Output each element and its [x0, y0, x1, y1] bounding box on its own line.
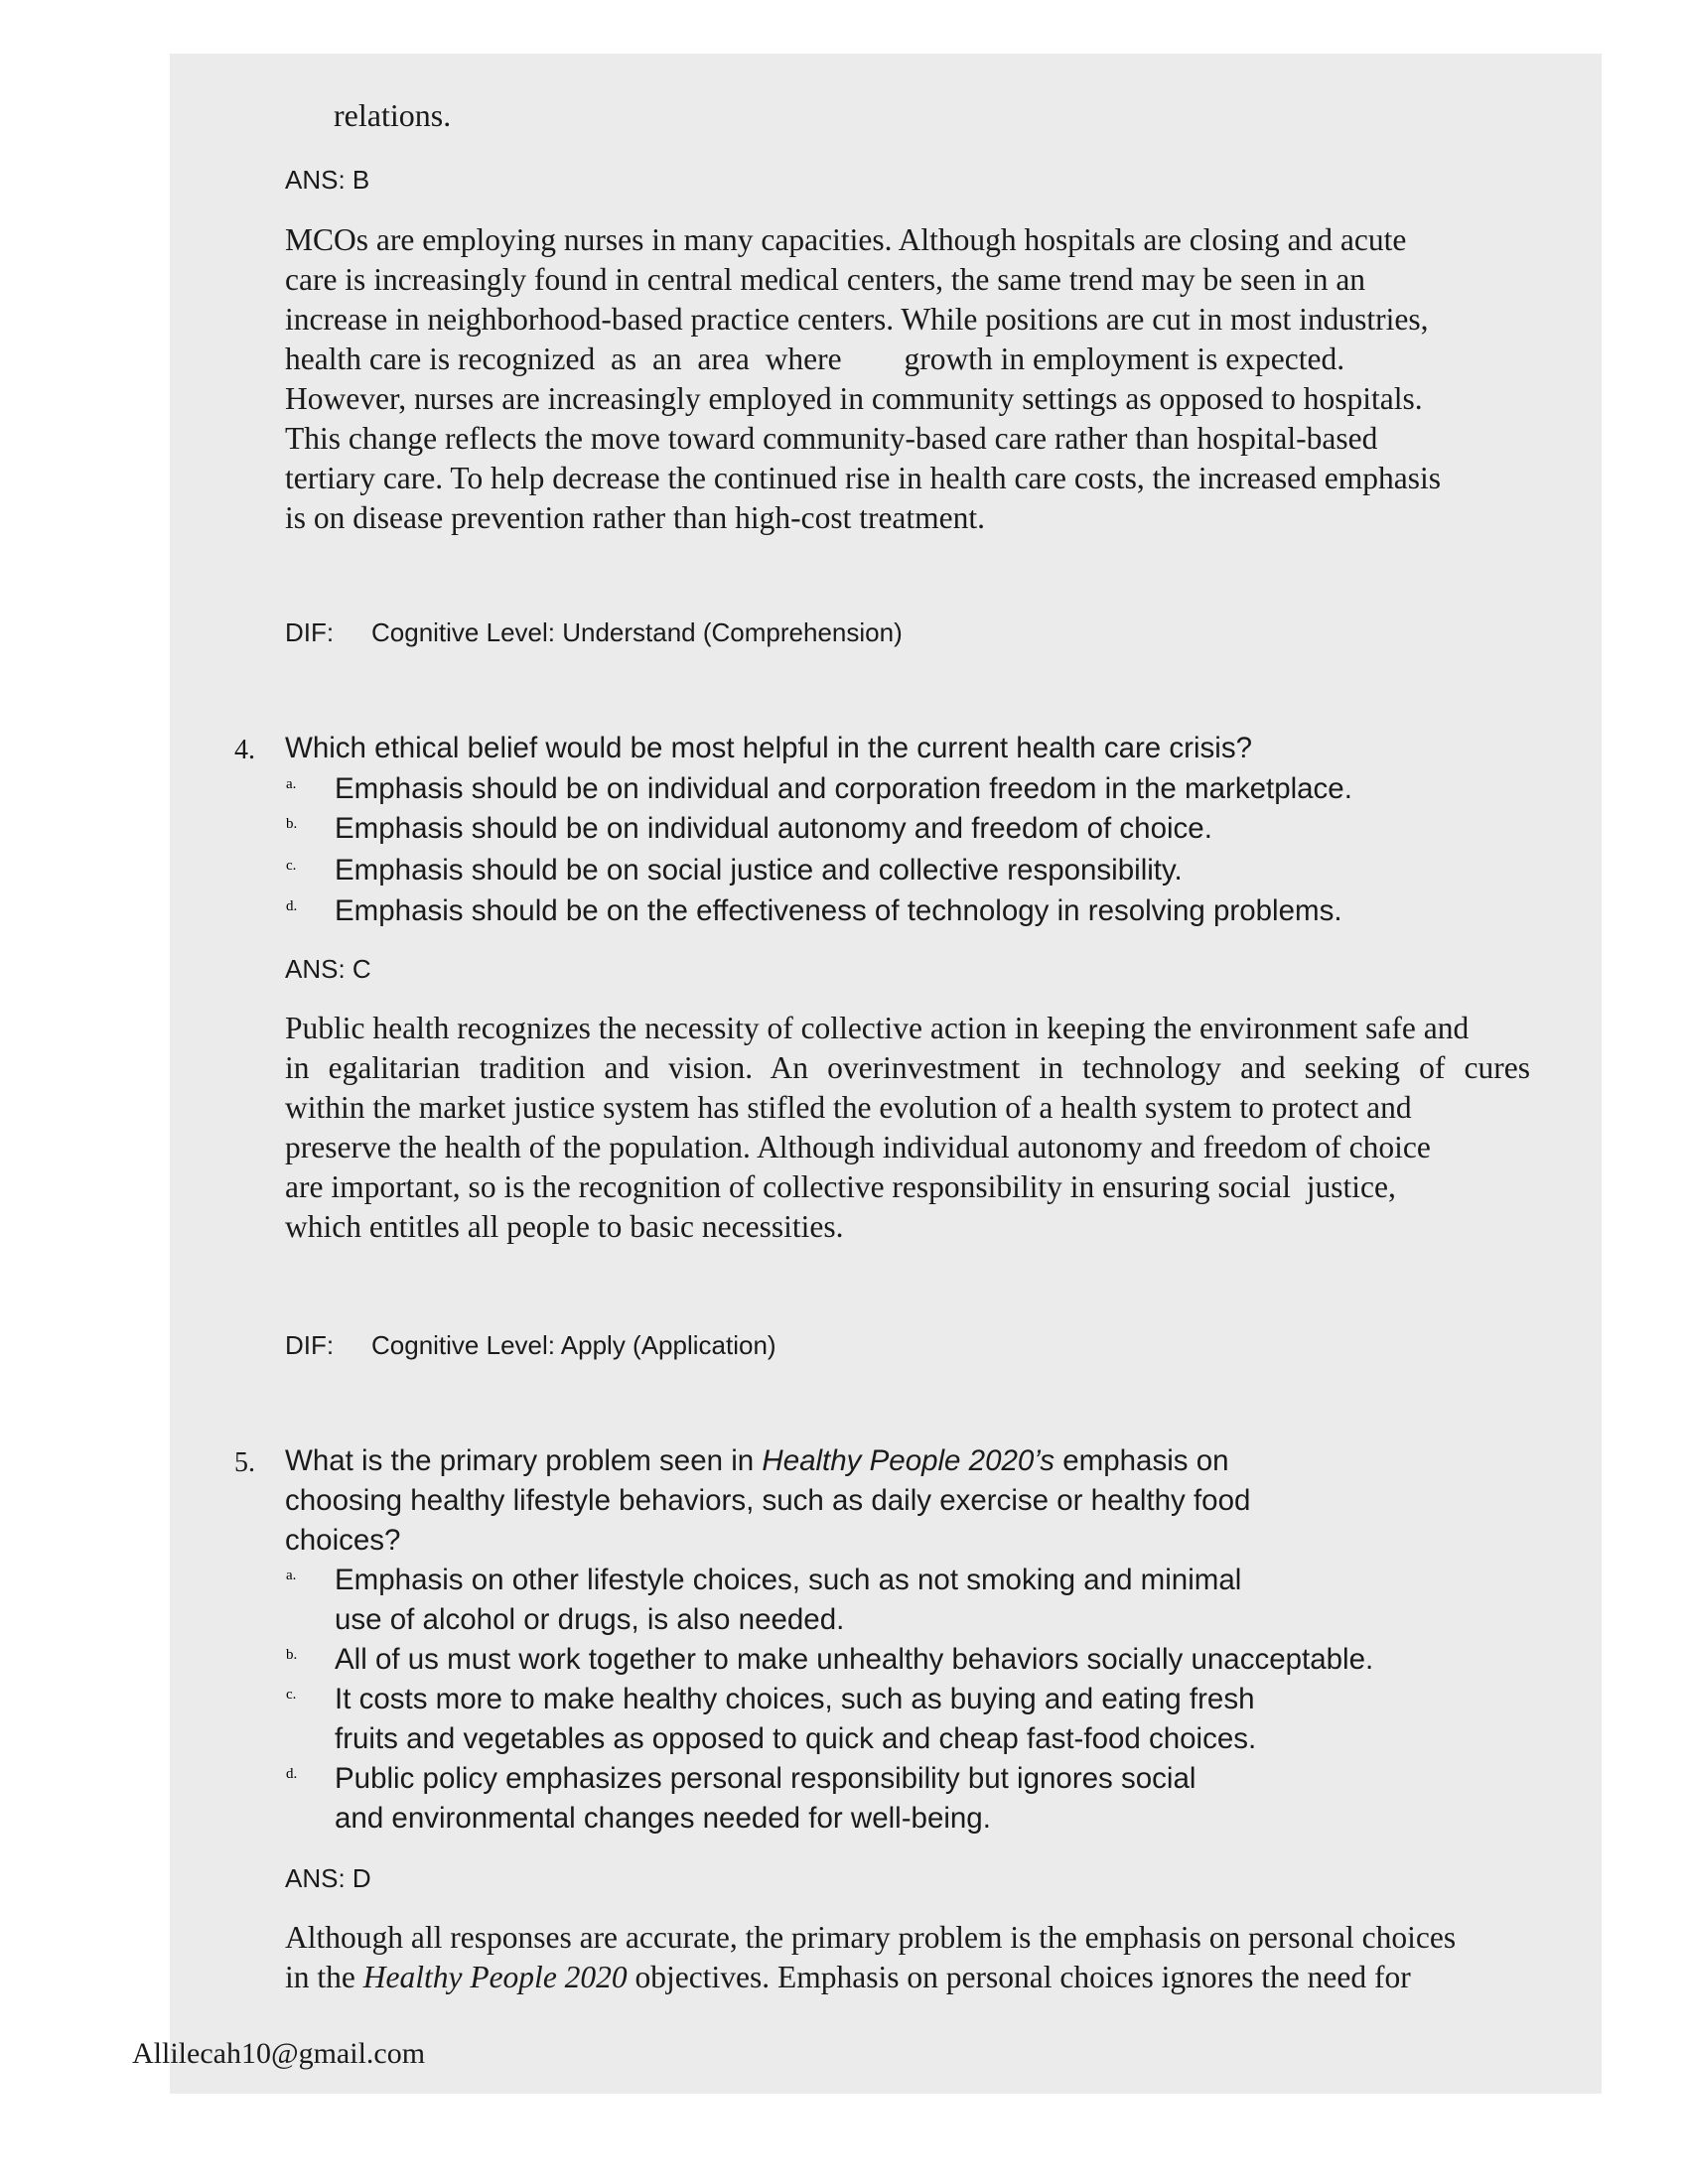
continuation-text: relations. [334, 97, 452, 133]
dif-label: DIF: [285, 617, 335, 647]
rationale-line: MCOs are employing nurses in many capacities. Although hospitals are closing and acute [285, 222, 1407, 257]
q5-option-a-letter: a. [286, 1568, 297, 1583]
q5-option-c-line-2: fruits and vegetables as opposed to quick and cheap fast-food choices. [335, 1722, 1257, 1755]
rationale-line: increase in neighborhood-based practice centers. While positions are cut in most industries, [285, 302, 1429, 337]
q3-answer: ANS: B [285, 165, 370, 195]
q4-option-b: Emphasis should be on individual autonomy and freedom of choice. [335, 812, 1212, 845]
rationale-line: health care is recognized as an area where growth in employment is expected. [285, 341, 1345, 376]
rationale-line: Although all responses are accurate, the primary problem is the emphasis on personal choices [285, 1920, 1457, 1955]
q5-stem-line-3: choices? [285, 1524, 401, 1557]
q5-option-b-letter: b. [286, 1647, 298, 1663]
rationale-line: is on disease prevention rather than high-cost treatment. [285, 500, 986, 535]
dif-value: Cognitive Level: Understand (Comprehension) [371, 617, 903, 647]
rationale-italic: Healthy People 2020 [362, 1960, 628, 1994]
footer-email: Allilecah10@gmail.com [132, 2037, 426, 2070]
q4-option-d: Emphasis should be on the effectiveness of technology in resolving problems. [335, 894, 1342, 927]
q5-option-c-letter: c. [286, 1687, 297, 1703]
q4-stem: Which ethical belief would be most helpful in the current health care crisis? [285, 732, 1252, 764]
q5-option-a-line-2: use of alcohol or drugs, is also needed. [335, 1603, 845, 1636]
rationale-line: which entitles all people to basic necessities. [285, 1209, 844, 1244]
q4-option-a: Emphasis should be on individual and corporation freedom in the marketplace. [335, 772, 1352, 805]
q4-option-a-letter: a. [286, 776, 297, 792]
rationale-line: within the market justice system has stifled the evolution of a health system to protect and [285, 1090, 1412, 1125]
q4-rationale [285, 1009, 1530, 1247]
rationale-line: preserve the health of the population. Although individual autonomy and freedom of choice [285, 1130, 1431, 1164]
q5-option-b: All of us must work together to make unhealthy behaviors socially unacceptable. [335, 1643, 1374, 1676]
dif-label: DIF: [285, 1330, 335, 1360]
q5-option-d-letter: d. [286, 1766, 298, 1782]
q5-option-c-line-1: It costs more to make healthy choices, such as buying and eating fresh [335, 1683, 1255, 1715]
rationale-line: are important, so is the recognition of collective responsibility in ensuring social justice, [285, 1169, 1396, 1204]
q4-option-c-letter: c. [286, 858, 297, 874]
q3-difficulty [285, 617, 903, 648]
q5-stem-before: What is the primary problem seen in [285, 1444, 763, 1477]
q4-option-d-letter: d. [286, 898, 298, 914]
q4-number: 4. [234, 735, 255, 765]
dif-value: Cognitive Level: Apply (Application) [371, 1330, 776, 1360]
rationale-line [285, 1958, 1536, 1997]
q4-option-c: Emphasis should be on social justice and collective responsibility. [335, 854, 1183, 887]
q5-option-d-line-2: and environmental changes needed for well-being. [335, 1802, 991, 1835]
rationale-line: However, nurses are increasingly employed in community settings as opposed to hospitals. [285, 381, 1423, 416]
q5-stem-line-1 [285, 1444, 1229, 1478]
q5-option-d-line-1: Public policy emphasizes personal responsibility but ignores social [335, 1762, 1196, 1795]
q4-option-b-letter: b. [286, 816, 298, 832]
rationale-before: in the [285, 1960, 363, 1994]
rationale-line: Public health recognizes the necessity of collective action in keeping the environment safe and [285, 1011, 1470, 1045]
q5-rationale [285, 1918, 1536, 1997]
q5-stem-line-2: choosing healthy lifestyle behaviors, such as daily exercise or healthy food [285, 1484, 1251, 1517]
q5-number: 5. [234, 1447, 255, 1478]
rationale-line: care is increasingly found in central medical centers, the same trend may be seen in an [285, 262, 1366, 297]
q5-option-a-line-1: Emphasis on other lifestyle choices, such as not smoking and minimal [335, 1564, 1242, 1596]
rationale-line: tertiary care. To help decrease the continued rise in health care costs, the increased emphasis [285, 461, 1441, 495]
q5-stem-after: emphasis on [1055, 1444, 1229, 1477]
rationale-line: in egalitarian tradition and vision. An overinvestment in technology and seeking of cures [285, 1050, 1530, 1085]
q5-answer: ANS: D [285, 1863, 371, 1893]
q3-rationale [285, 220, 1536, 538]
q4-answer: ANS: C [285, 954, 371, 984]
q5-stem-italic: Healthy People 2020’s [762, 1444, 1055, 1477]
rationale-after: objectives. Emphasis on personal choices ignores the need for [627, 1960, 1411, 1994]
q4-difficulty [285, 1330, 776, 1361]
rationale-line: This change reflects the move toward community-based care rather than hospital-based [285, 421, 1378, 456]
